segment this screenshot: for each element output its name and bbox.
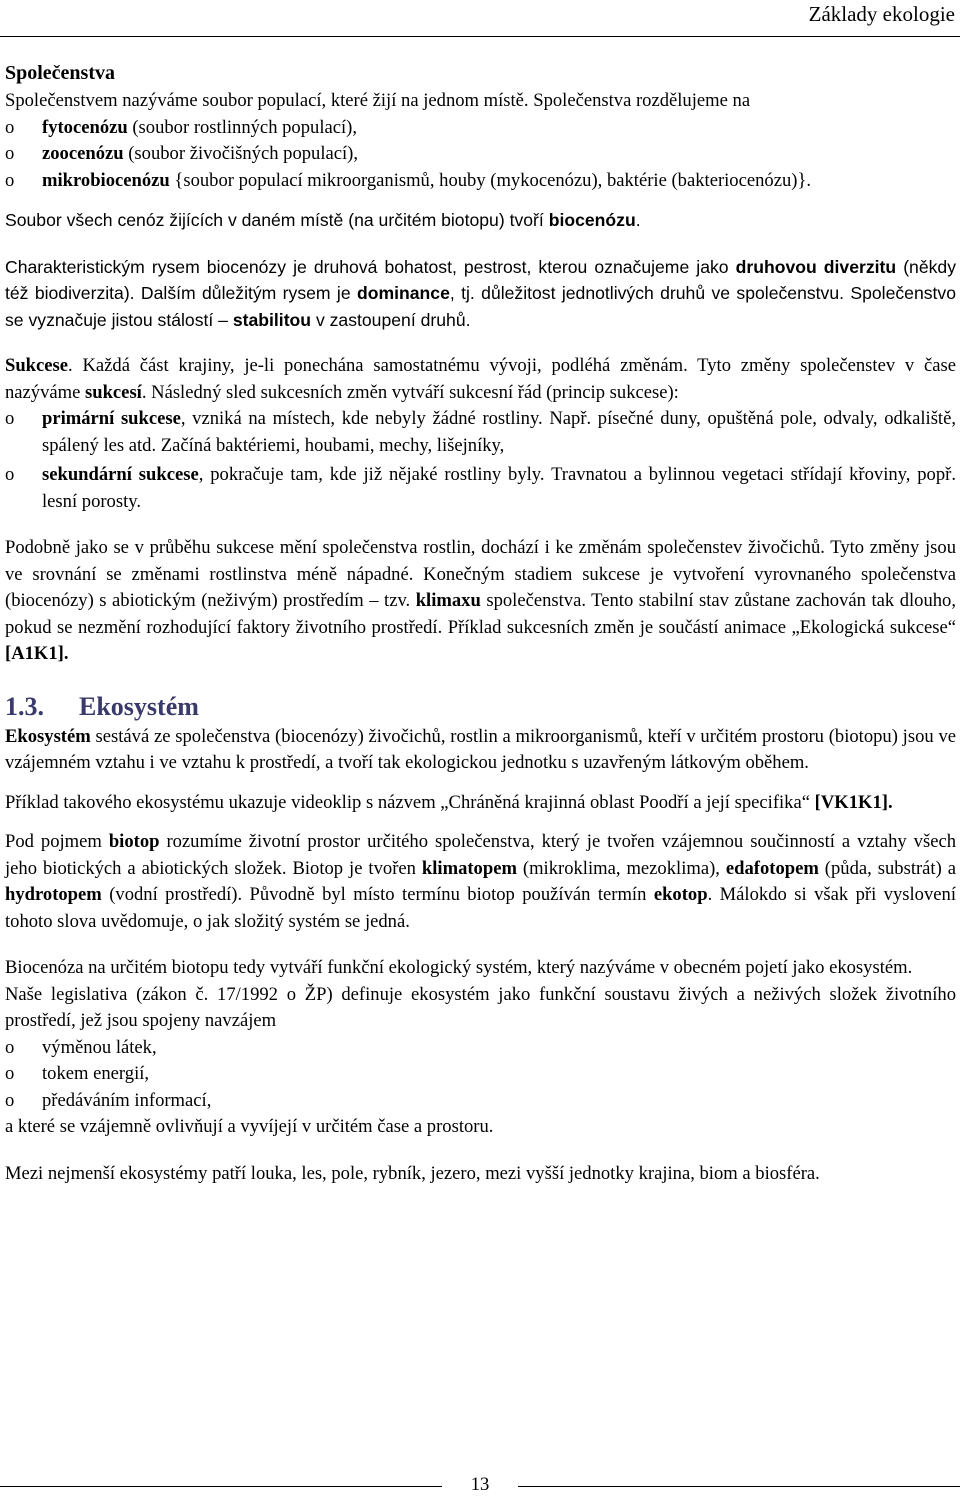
list-item: o mikrobiocenózu {soubor populací mikroorganismů, houby (mykocenózu), baktérie (bakteriocenózu)}.	[5, 168, 956, 195]
bullet-icon: o	[5, 116, 15, 138]
paragraph-biocenoza: Soubor všech cenóz žijících v daném místě (na určitém biotopu) tvoří biocenózu.	[5, 210, 641, 230]
list-item: o tokem energií,	[5, 1061, 956, 1088]
bullet-icon: o	[5, 408, 15, 429]
list-item: o fytocenózu (soubor rostlinných populací),	[5, 115, 956, 142]
bullet-icon: o	[5, 1089, 15, 1111]
heading-ekosystem: 1.3. Ekosystém	[5, 691, 199, 721]
list-item: o sekundární sukcese, pokračuje tam, kde již nějaké rostliny byly. Travnatou a bylinnou vegetaci střídají křoviny, popř. lesní porosty.	[5, 464, 956, 512]
list-item: o zoocenózu (soubor živočišných populací),	[5, 141, 956, 168]
page-header	[0, 0, 960, 37]
paragraph-videoklip: Příklad takového ekosystému ukazuje videoklip s názvem „Chráněná krajinná oblast Poodří a její specifika“ [VK1K1].	[5, 791, 893, 813]
paragraph-nejmensi-ekosystemy: Mezi nejmenší ekosystémy patří louka, les, pole, rybník, jezero, mezi vyšší jednotky krajina, biom a biosféra.	[5, 1162, 820, 1184]
sukcese-list	[5, 406, 956, 515]
paragraph-diverzita: Charakteristickým rysem biocenózy je druhová bohatost, pestrost, kterou označujeme jako druhovou diverzitu (někdy též biodiverzita). Dalším důležitým rysem je dominance, tj. důležitost jednotlivých druhů ve společenstvu. Společenstvo se vyznačuje jistou stálostí – stabilitou v zastoupení druhů.	[5, 256, 957, 330]
bullet-icon: o	[5, 143, 15, 164]
page-content	[5, 58, 956, 1187]
paragraph-funkcni-system: Biocenóza na určitém biotopu tedy vytváří funkční ekologický systém, který nazýváme v obecném pojetí jako ekosystém.	[5, 957, 913, 978]
paragraph-after-list: a které se vzájemně ovlivňují a vyvíjejí v určitém čase a prostoru.	[5, 1116, 494, 1137]
paragraph-ekosystem-definition: Ekosystém sestává ze společenstva (biocenózy) živočichů, rostlin a mikroorganismů, kteří v určitém prostoru (biotopu) jsou ve vzájemném vztahu i ve vztahu k prostředí, a tvoří tak ekologickou jednotku s uzavřeným látkovým oběhem.	[5, 725, 956, 773]
bullet-icon: o	[5, 169, 15, 191]
running-title: Základy ekologie	[808, 2, 955, 26]
bullet-icon: o	[5, 1063, 15, 1084]
ekosystem-list	[5, 1035, 956, 1115]
paragraph-intro: Společenstvem nazýváme soubor populací, které žijí na jednom místě. Společenstva rozdělujeme na	[5, 90, 751, 111]
bullet-icon: o	[5, 1036, 15, 1058]
cenozy-list	[5, 115, 956, 195]
list-item: o výměnou látek,	[5, 1035, 956, 1062]
bullet-icon: o	[5, 464, 15, 485]
paragraph-biotop: Pod pojmem biotop rozumíme životní prostor určitého společenstva, který je tvořen vzájemnou součinností a vztahy všech jeho biotických a abiotických složek. Biotop je tvořen klimatopem (mikroklima, mezoklima), edafotopem (půda, substrát) a hydrotopem (vodní prostředí). Původně byl místo termínu biotop používán termín ekotop. Málokdo si však při vyslovení tohoto slova uvědomuje, o jak složitý systém se jedná.	[5, 831, 957, 932]
list-item: o předáváním informací,	[5, 1088, 956, 1115]
section-title-spolecenstva: Společenstva	[5, 62, 115, 84]
paragraph-klimax: Podobně jako se v průběhu sukcese mění společenstva rostlin, dochází i ke změnám společenstev živočichů. Tyto změny jsou ve srovnání se změnami rostlinstva méně nápadné. Konečným stadiem sukcese je vytvoření vyrovnaného společenstva (biocenózy) s abiotickým (neživým) prostředím – tzv. klimaxu společenstva. Tento stabilní stav zůstane zachován tak dlouho, pokud se nezmění rozhodující faktory životního prostředí. Příklad sukcesních změn je součástí animace „Ekologická sukcese“ [A1K1].	[5, 537, 957, 664]
list-item: o primární sukcese, vzniká na místech, kde nebyly žádné rostliny. Např. písečné duny, opuštěná pole, odvaly, odkaliště, spálený les atd. Začíná baktériemi, houbami, mechy, lišejníky,	[5, 408, 956, 456]
page-number: 13	[470, 1474, 490, 1495]
paragraph-legislativa: Naše legislativa (zákon č. 17/1992 o ŽP) definuje ekosystém jako funkční soustavu živých a neživých složek životního prostředí, jež jsou spojeny navzájem	[5, 983, 956, 1031]
footer-rule-right	[518, 1486, 960, 1487]
paragraph-sukcese: Sukcese. Každá část krajiny, je-li ponechána samostatnému vývoji, podléhá změnám. Tyto změny společenstev v čase nazýváme sukcesí. Následný sled sukcesních změn vytváří sukcesní řád (princip sukcese):	[5, 355, 956, 403]
